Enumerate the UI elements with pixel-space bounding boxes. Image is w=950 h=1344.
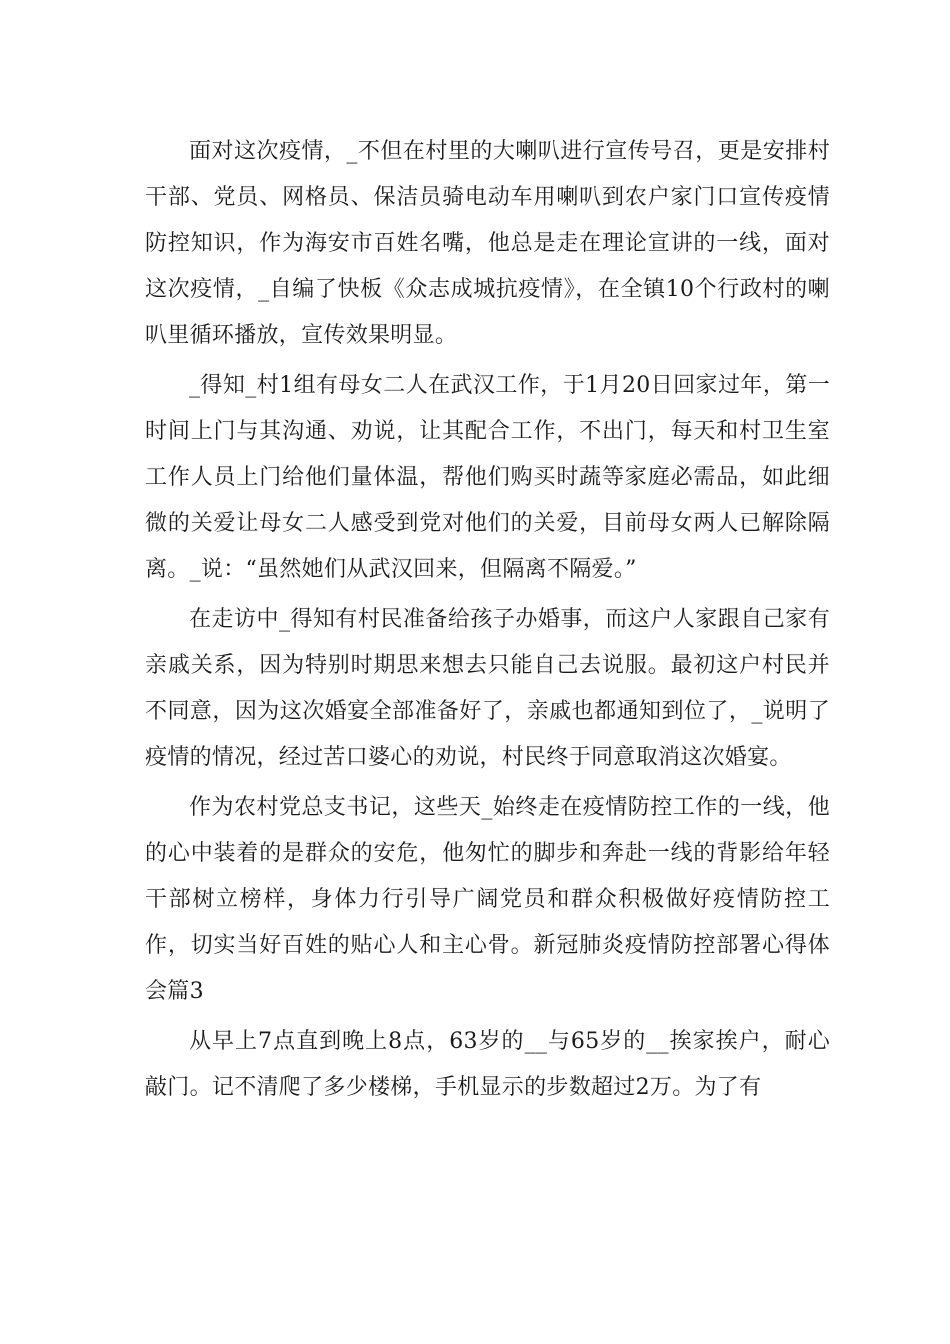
paragraph-2: _得知_村1组有母女二人在武汉工作，于1月20日回家过年，第一时间上门与其沟通、劝说，让其配合工作，不出门，每天和村卫生室工作人员上门给他们量体温，帮他们购买时蔬等家庭必需品，如此细微的关爱让母女二人感受到党对他们的关爱，目前母女两人已解除隔离。_说：“虽然她们从武汉回来，但隔离不隔爱。” bbox=[145, 373, 830, 582]
paragraph-5: 从早上7点直到晚上8点，63岁的__与65岁的__挨家挨户，耐心敲门。记不清爬了多少楼梯，手机显示的步数超过2万。为了有 bbox=[145, 1029, 830, 1100]
paragraph-1: 面对这次疫情，_不但在村里的大喇叭进行宣传号召，更是安排村干部、党员、网格员、保洁员骑电动车用喇叭到农户家门口宣传疫情防控知识，作为海安市百姓名嘴，他总是走在理论宣讲的一线，面对这次疫情，_自编了快板《众志成城抗疫情》，在全镇10个行政村的喇叭里循环播放，宣传效果明显。 bbox=[145, 139, 830, 348]
paragraph-4: 作为农村党总支书记，这些天_始终走在疫情防控工作的一线，他的心中装着的是群众的安危，他匆忙的脚步和奔赴一线的背影给年轻干部树立榜样，身体力行引导广阔党员和群众积极做好疫情防控工作，切实当好百姓的贴心人和主心骨。新冠肺炎疫情防控部署心得体会篇3 bbox=[145, 795, 830, 1004]
paragraph-3: 在走访中_得知有村民准备给孩子办婚事，而这户人家跟自己家有亲戚关系，因为特别时期思来想去只能自己去说服。最初这户村民并不同意，因为这次婚宴全部准备好了，亲戚也都通知到位了，_说明了疫情的情况，经过苦口婆心的劝说，村民终于同意取消这次婚宴。 bbox=[145, 607, 830, 770]
document-body bbox=[145, 129, 830, 1115]
